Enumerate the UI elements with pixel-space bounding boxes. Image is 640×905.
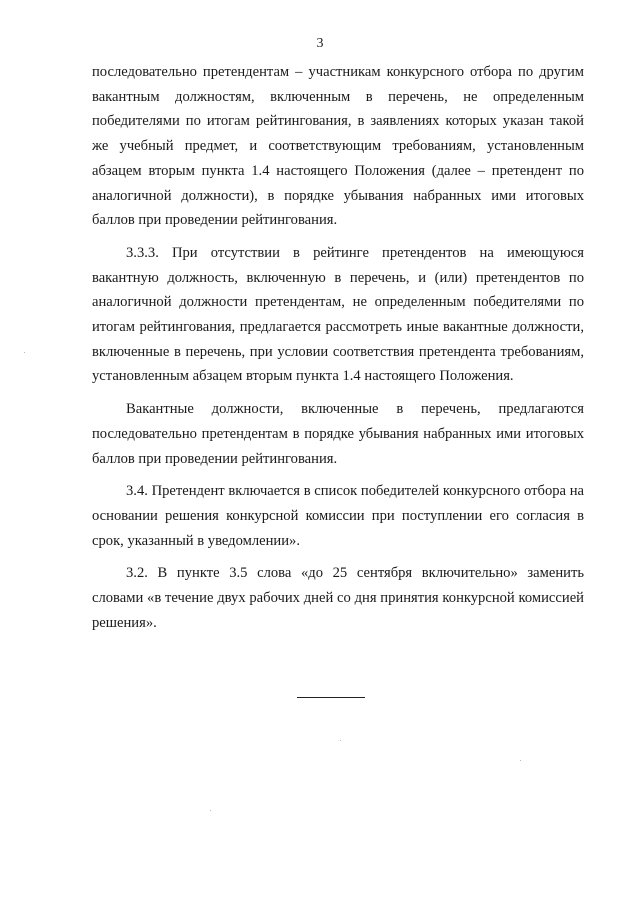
scan-speck <box>520 760 521 761</box>
page-number: 3 <box>316 36 324 51</box>
scan-speck <box>24 352 25 353</box>
paragraph-vacant-positions: Вакантные должности, включенные в перечень, предлагаются последовательно претендентам в порядке убывания набранных ими итоговых баллов при проведении рейтингования. <box>92 401 584 467</box>
paragraph-3-3-3: 3.3.3. При отсутствии в рейтинге претендентов на имеющуюся вакантную должность, включенную в перечень, и (или) претендентов по аналогичной должности претендентам, не определенным победителями по итогам рейтингования, предлагается рассмотреть иные вакантные должности, включенные в перечень, при условии соответствия претендента требованиям, установленным абзацем вторым пункта 1.4 настоящего Положения. <box>92 244 584 385</box>
end-divider-line <box>297 697 365 698</box>
paragraph-continuation: последовательно претендентам – участникам конкурсного отбора по другим вакантным должностям, включенным в перечень, не определенным победителями по итогам рейтингования, в заявлениях которых указан такой же учебный предмет, и соответствующим требованиям, установленным абзацем вторым пункта 1.4 настоящего Положения (далее – претендент по аналогичной должности), в порядке убывания набранных ими итоговых баллов при проведении рейтингования. <box>92 64 584 229</box>
paragraph-3-2: 3.2. В пункте 3.5 слова «до 25 сентября включительно» заменить словами «в течение двух рабочих дней со дня принятия конкурсной комиссией решения». <box>92 565 584 631</box>
scan-speck <box>340 740 341 741</box>
paragraph-3-4: 3.4. Претендент включается в список победителей конкурсного отбора на основании решения конкурсной комиссии при поступлении его согласия в срок, указанный в уведомлении». <box>92 483 584 549</box>
document-body <box>92 60 584 643</box>
scan-speck <box>210 810 211 811</box>
